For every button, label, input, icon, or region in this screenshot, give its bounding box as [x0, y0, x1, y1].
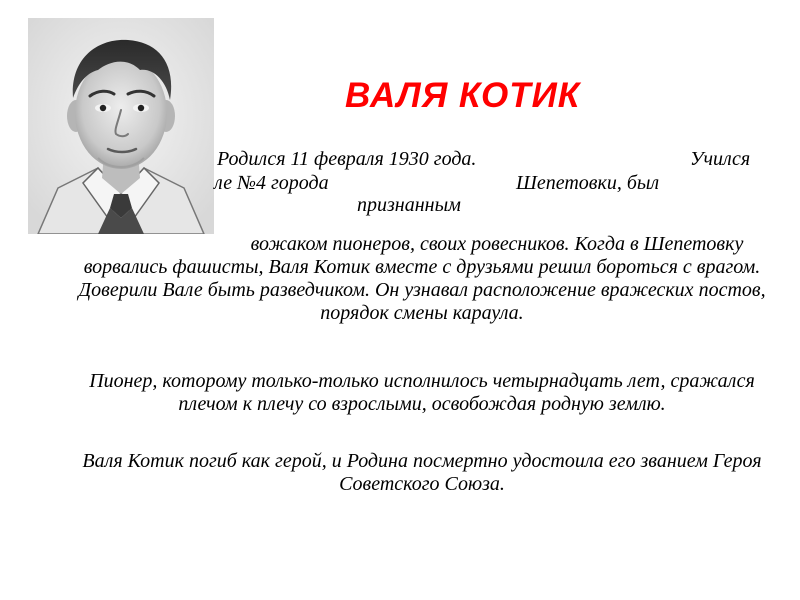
intro-studied: Учился	[690, 148, 751, 170]
intro-school: ле №4 города	[214, 172, 329, 194]
portrait-image	[28, 18, 214, 234]
slide-title: ВАЛЯ КОТИК	[345, 76, 581, 115]
portrait-photo	[28, 18, 214, 234]
paragraph-hero: Валя Котик погиб как герой, и Родина посмертно удостоила его званием Героя Советского Союза.	[82, 450, 762, 495]
paragraph-fought: Пионер, которому только-только исполнилось четырнадцать лет, сражался плечом к плечу со взрослыми, освобождая родную землю.	[89, 370, 755, 415]
intro-born-date: Родился 11 февраля 1930 года.	[217, 148, 477, 170]
intro-city: Шепетовки, был	[516, 172, 660, 194]
intro-recognized: признанным	[357, 194, 461, 216]
paragraph-partisan: вожаком пионеров, своих ровесников. Когда в Шепетовку ворвались фашисты, Валя Котик вместе с друзьями решил бороться с врагом. Доверили Вале быть разведчиком. Он узнавал расположение вражеских постов, порядок смены караула.	[78, 233, 766, 324]
